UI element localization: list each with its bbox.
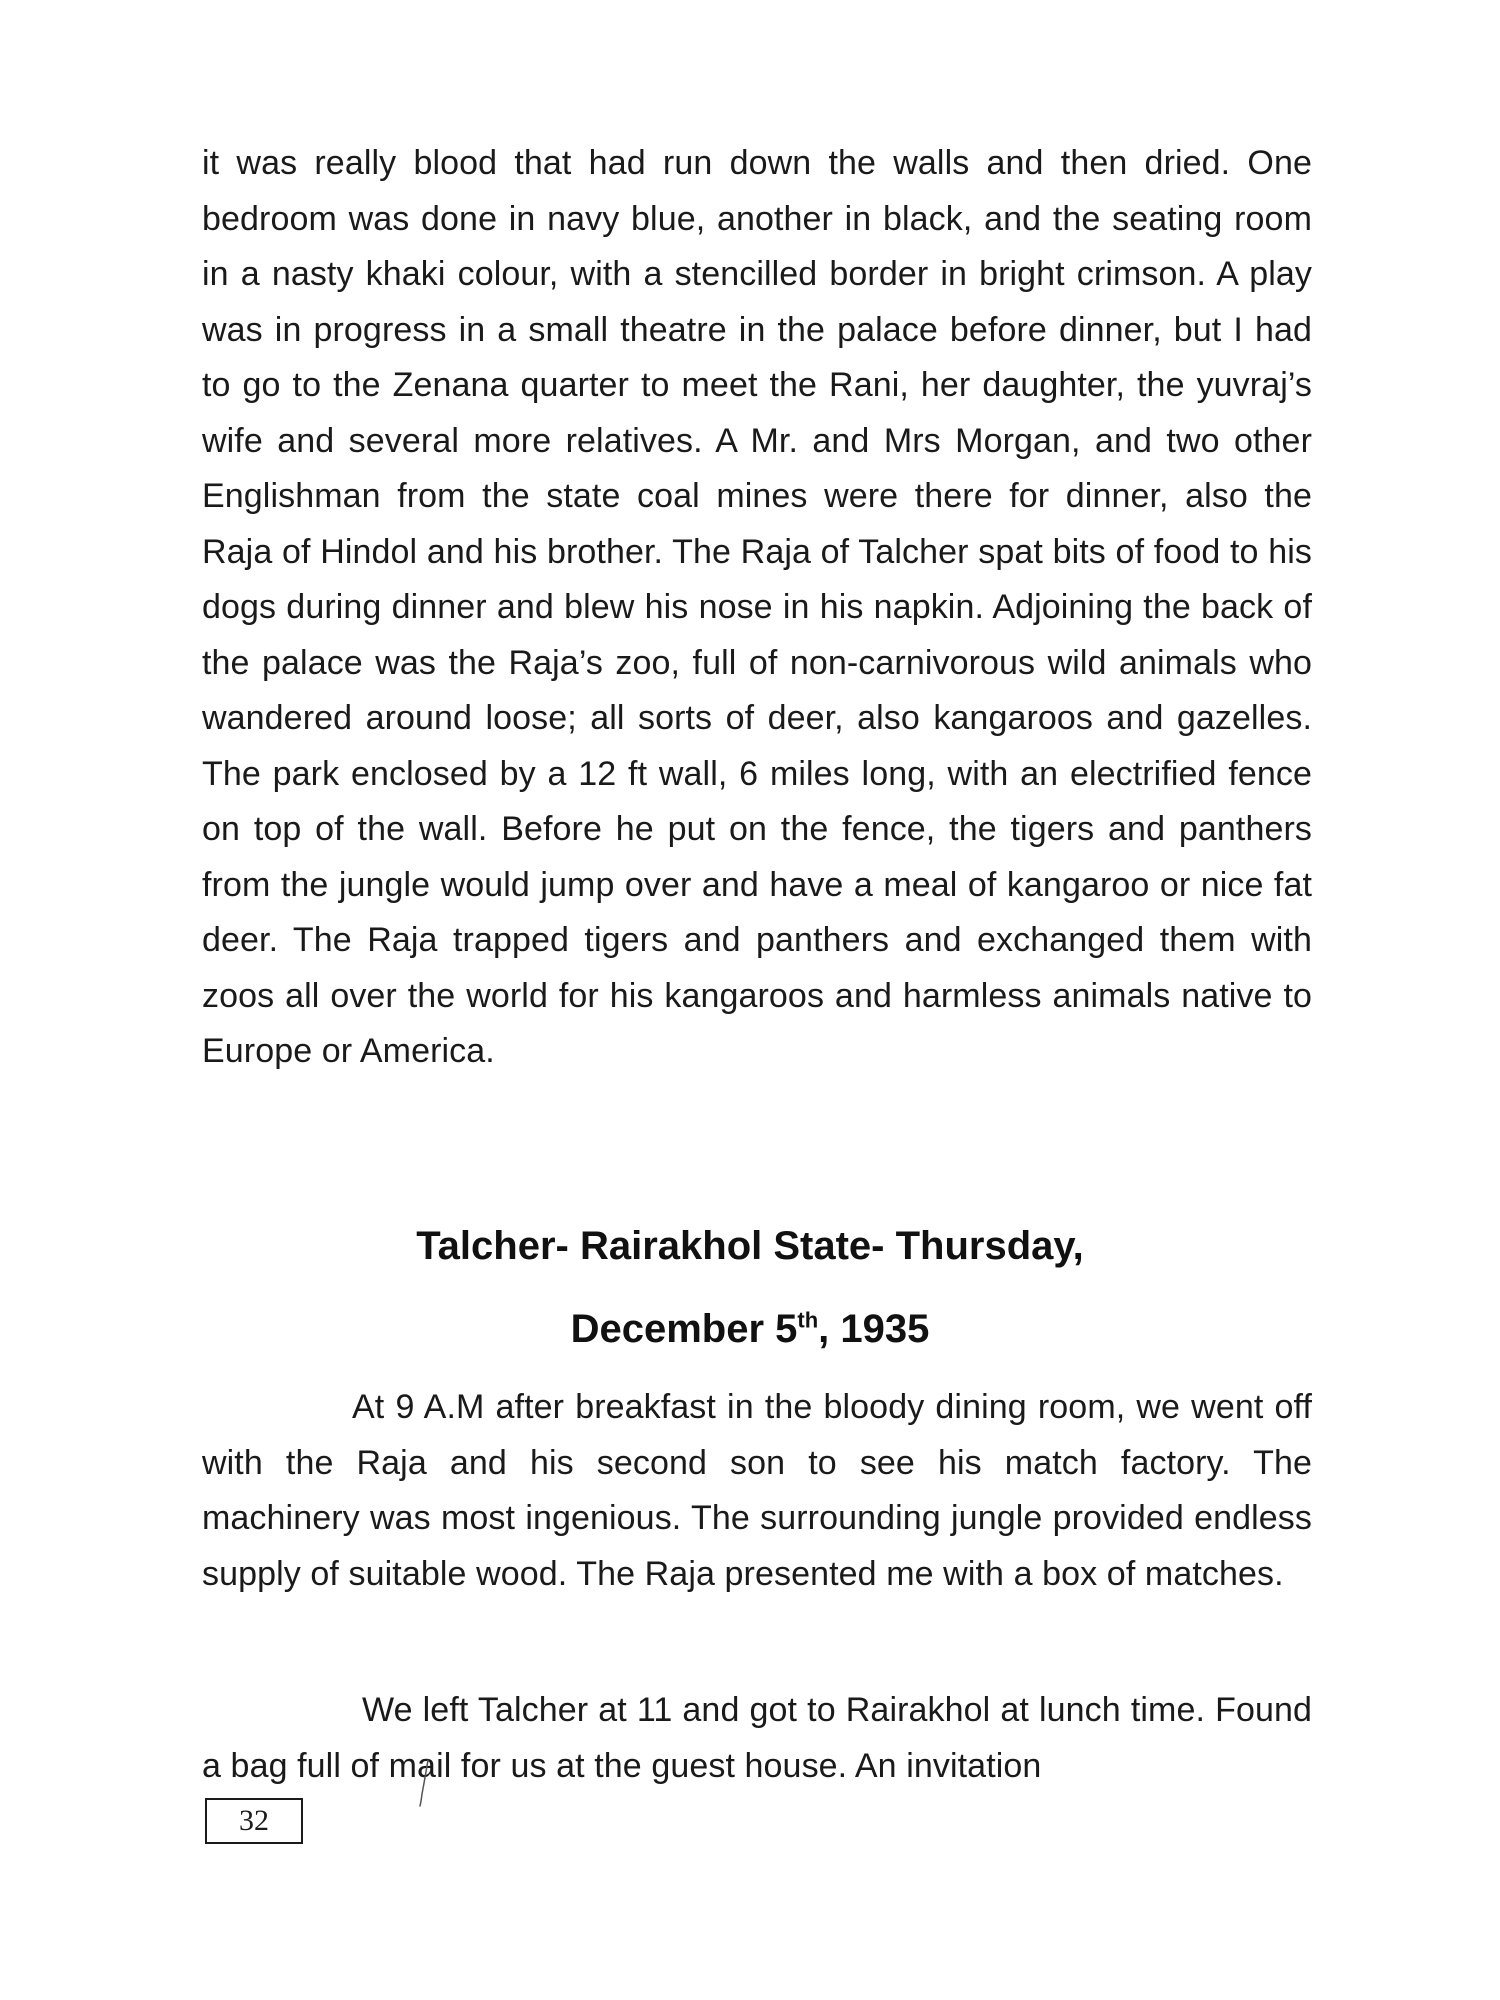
body-paragraph-2: At 9 A.M after breakfast in the bloody dining room, we went off with the Raja and his second son to see his match factory. The machinery was most ingenious. The surrounding jungle provided endless supply of suitable wood. The Raja presented me with a box of matches. — [202, 1388, 1312, 1593]
pen-mark-icon — [418, 1758, 430, 1808]
section-heading-line-1: Talcher- Rairakhol State- Thursday, — [416, 1224, 1084, 1268]
page-number: 32 — [205, 1798, 303, 1844]
heading-date-ordinal: th — [797, 1307, 819, 1333]
section-heading-line-2 — [0, 1305, 1500, 1353]
body-paragraph-3: We left Talcher at 11 and got to Rairakhol at lunch time. Found a bag full of mail for us at the guest house. An invitation — [202, 1691, 1312, 1785]
heading-date-year: , 1935 — [818, 1307, 930, 1351]
heading-date-text: December 5 — [570, 1307, 798, 1351]
body-paragraph-1: it was really blood that had run down the walls and then dried. One bedroom was done in navy blue, another in black, and the seating room in a nasty khaki colour, with a stencilled border in bright crimson. A play was in progress in a small theatre in the palace before dinner, but I had to go to the Zenana quarter to meet the Rani, her daughter, the yuvraj’s wife and several more relatives. A Mr. and Mrs Morgan, and two other Englishman from the state coal mines were there for dinner, also the Raja of Hindol and his brother. The Raja of Talcher spat bits of food to his dogs during dinner and blew his nose in his napkin. Adjoining the back of the palace was the Raja’s zoo, full of non-carnivorous wild animals who wandered around loose; all sorts of deer, also kangaroos and gazelles. The park enclosed by a 12 ft wall, 6 miles long, with an electrified fence on top of the wall. Before he put on the fence, the tigers and panthers from the jungle would jump over and have a meal of kangaroo or nice fat deer. The Raja trapped tigers and panthers and exchanged them with zoos all over the world for his kangaroos and harmless animals native to Europe or America. — [202, 144, 1312, 1070]
